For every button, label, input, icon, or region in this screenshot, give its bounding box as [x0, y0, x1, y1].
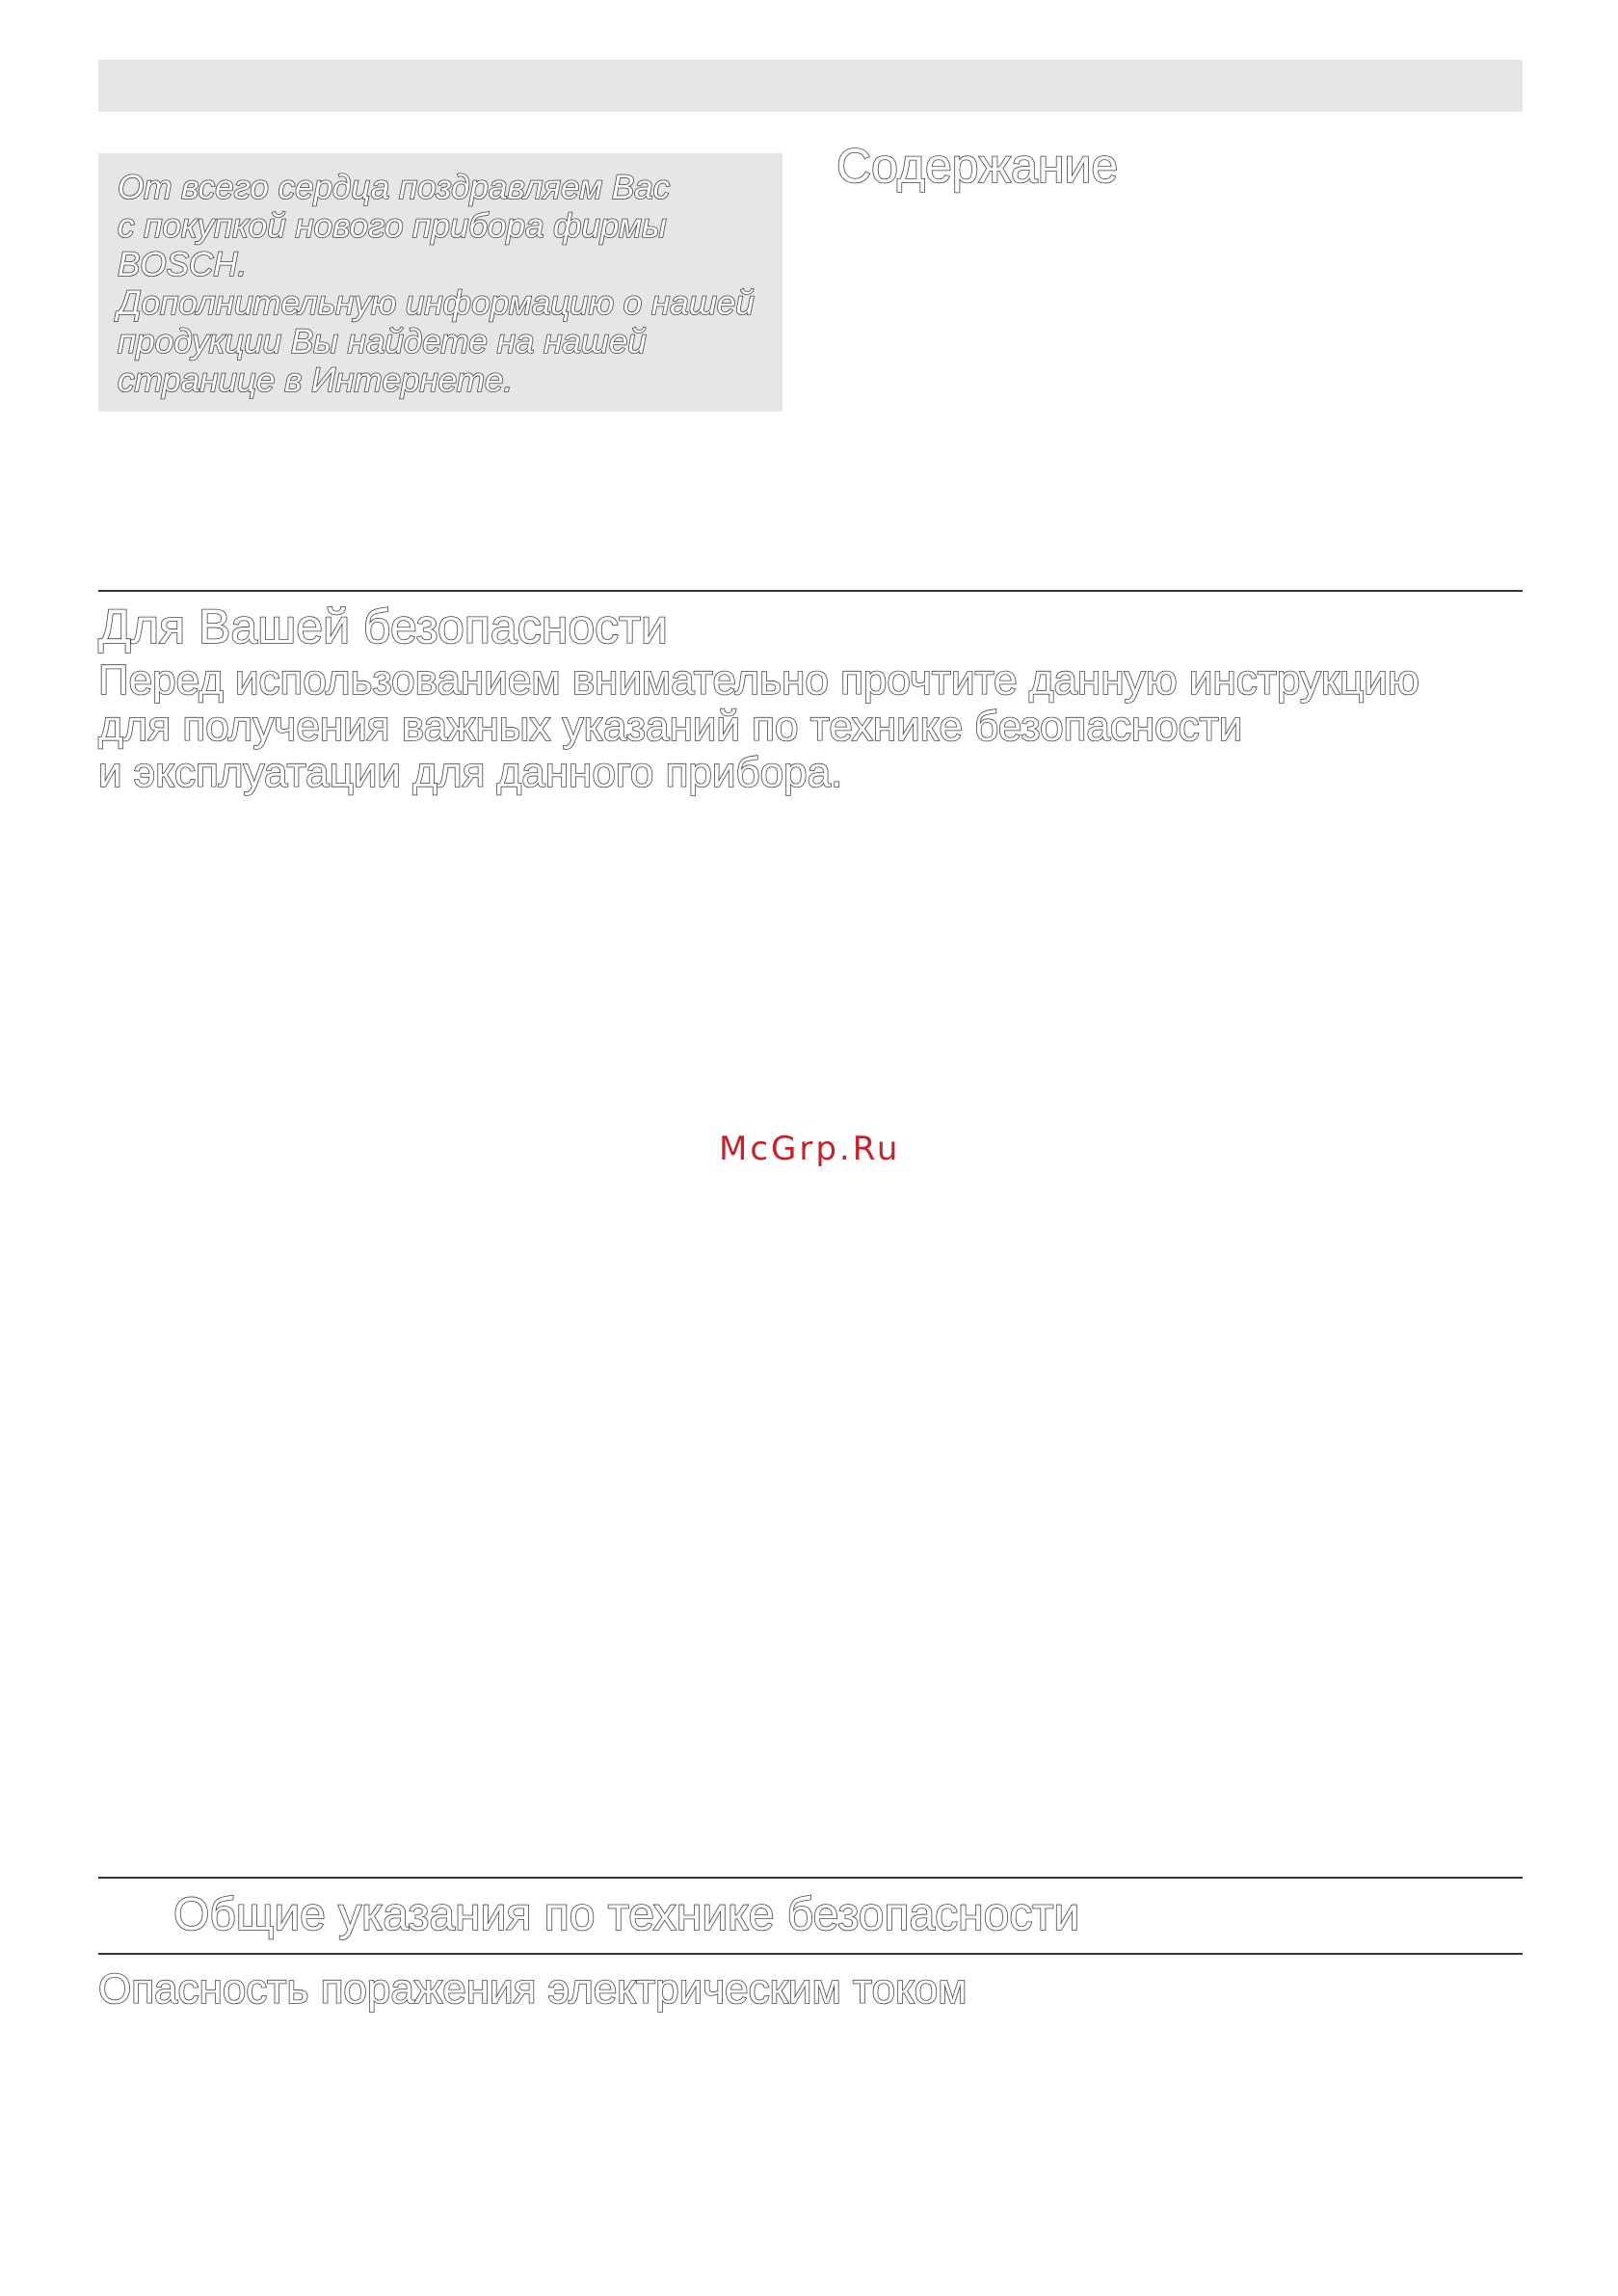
greeting-line: Дополнительную информацию о нашей — [118, 284, 755, 322]
top-header-band — [98, 60, 1523, 112]
section-divider — [98, 1953, 1523, 1955]
section-divider — [98, 1877, 1523, 1879]
greeting-line: странице в Интернете. — [118, 361, 514, 399]
electric-shock-heading: Опасность поражения электрическим током — [98, 1965, 968, 2013]
greeting-line: От всего сердца поздравляем Вас — [118, 169, 671, 206]
greeting-line: с покупкой нового прибора фирмы — [118, 207, 667, 245]
safety-intro-line: для получения важных указаний по технике безопасности — [98, 703, 1243, 750]
greeting-line: продукции Вы найдете на нашей — [118, 323, 647, 360]
safety-heading: Для Вашей безопасности — [98, 600, 668, 654]
greeting-box — [98, 153, 782, 412]
safety-intro-line: Перед использованием внимательно прочтите данную инструкцию — [98, 656, 1419, 704]
watermark-text: McGrp.Ru — [719, 1130, 901, 1168]
greeting-line: BOSCH. — [118, 246, 248, 283]
safety-intro-line: и эксплуатации для данного прибора. — [98, 749, 843, 796]
contents-heading: Содержание — [836, 139, 1119, 193]
section-divider — [98, 590, 1523, 592]
general-safety-heading: Общие указания по технике безопасности — [173, 1889, 1080, 1940]
